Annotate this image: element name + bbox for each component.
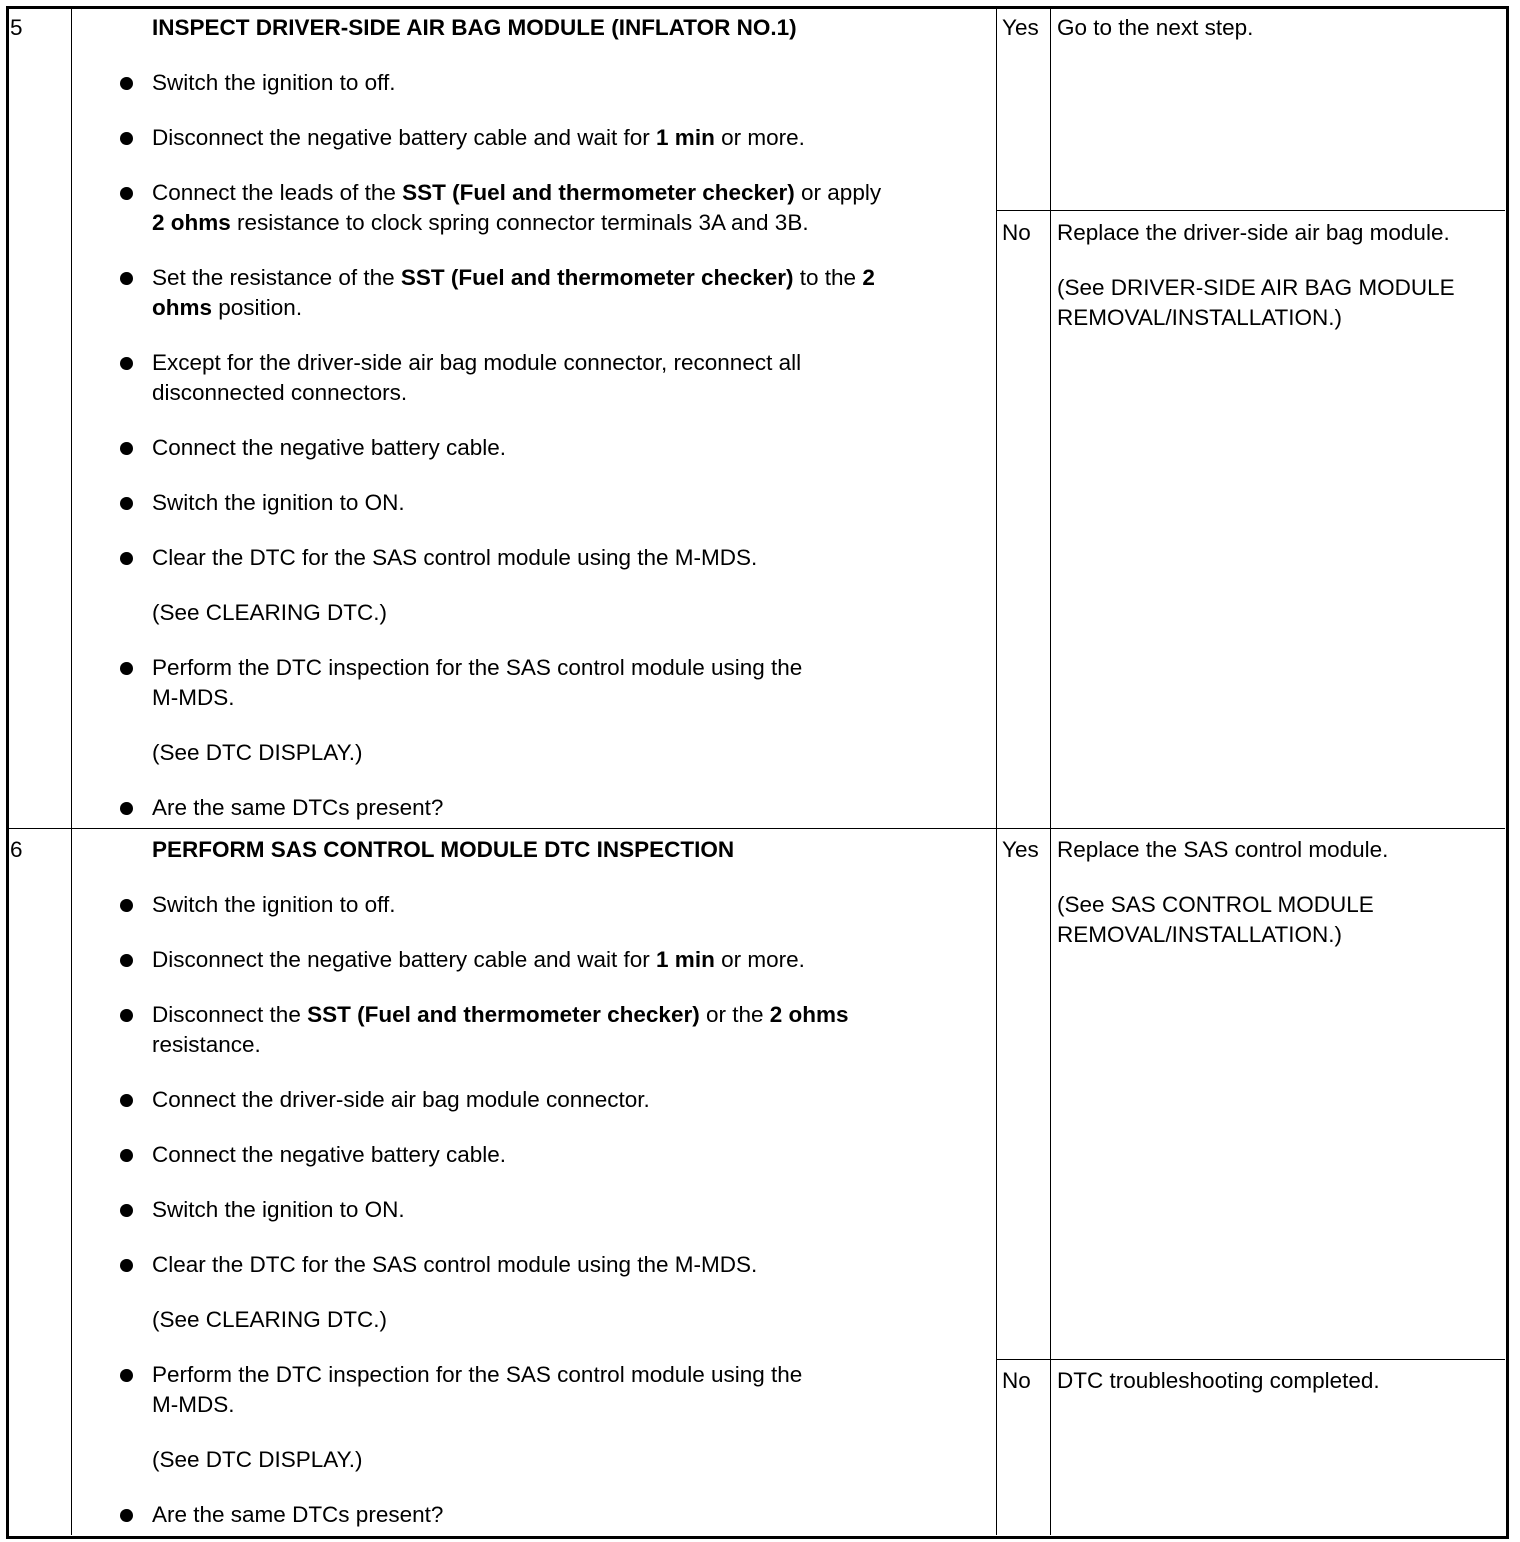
reference-note: (See CLEARING DTC.) bbox=[152, 1307, 388, 1332]
bullet-icon bbox=[120, 132, 133, 145]
no-label: No bbox=[1002, 1368, 1031, 1393]
bullet-icon bbox=[120, 187, 133, 200]
step-item-continued: M-MDS. bbox=[152, 1392, 235, 1417]
step-item-continued: disconnected connectors. bbox=[152, 380, 408, 405]
step-item: Clear the DTC for the SAS control module using the M-MDS. bbox=[152, 545, 758, 570]
no-action-reference: REMOVAL/INSTALLATION.) bbox=[1057, 305, 1343, 330]
step-item: Connect the driver-side air bag module connector. bbox=[152, 1087, 650, 1112]
reference-note: (See CLEARING DTC.) bbox=[152, 600, 388, 625]
bullet-icon bbox=[120, 1009, 133, 1022]
bullet-icon bbox=[120, 899, 133, 912]
step-item: Switch the ignition to ON. bbox=[152, 490, 405, 515]
step-item: Disconnect the negative battery cable and wait for 1 min or more. bbox=[152, 947, 805, 972]
bullet-icon bbox=[120, 662, 133, 675]
step-item-continued: M-MDS. bbox=[152, 685, 235, 710]
step-number: 5 bbox=[10, 15, 23, 40]
no-action: Replace the driver-side air bag module. bbox=[1057, 220, 1450, 245]
yes-label: Yes bbox=[1002, 15, 1039, 40]
bullet-icon bbox=[120, 442, 133, 455]
step-item: Connect the negative battery cable. bbox=[152, 435, 506, 460]
no-action: DTC troubleshooting completed. bbox=[1057, 1368, 1380, 1393]
yes-action-reference: (See SAS CONTROL MODULE bbox=[1057, 892, 1374, 917]
bullet-icon bbox=[120, 802, 133, 815]
step-item: Except for the driver-side air bag module connector, reconnect all bbox=[152, 350, 802, 375]
yes-label: Yes bbox=[1002, 837, 1039, 862]
reference-note: (See DTC DISPLAY.) bbox=[152, 740, 363, 765]
step-item: Switch the ignition to ON. bbox=[152, 1197, 405, 1222]
step-item: Disconnect the SST (Fuel and thermometer checker) or the 2 ohms bbox=[152, 1002, 849, 1027]
step-item: Set the resistance of the SST (Fuel and thermometer checker) to the 2 bbox=[152, 265, 875, 290]
bullet-icon bbox=[120, 1094, 133, 1107]
step-title: INSPECT DRIVER-SIDE AIR BAG MODULE (INFLATOR NO.1) bbox=[152, 15, 797, 40]
bullet-icon bbox=[120, 552, 133, 565]
yes-action: Replace the SAS control module. bbox=[1057, 837, 1389, 862]
bullet-icon bbox=[120, 1204, 133, 1217]
step-item: Switch the ignition to off. bbox=[152, 892, 396, 917]
step-item: Perform the DTC inspection for the SAS control module using the bbox=[152, 655, 803, 680]
step-number: 6 bbox=[10, 837, 23, 862]
column-divider bbox=[1050, 8, 1051, 1535]
bullet-icon bbox=[120, 1509, 133, 1522]
step-item: Clear the DTC for the SAS control module using the M-MDS. bbox=[152, 1252, 758, 1277]
step-item: Connect the negative battery cable. bbox=[152, 1142, 506, 1167]
column-divider bbox=[996, 8, 997, 1535]
step-item: Perform the DTC inspection for the SAS control module using the bbox=[152, 1362, 803, 1387]
step-item: Connect the leads of the SST (Fuel and thermometer checker) or apply bbox=[152, 180, 882, 205]
column-divider bbox=[71, 8, 72, 1535]
step-item: Are the same DTCs present? bbox=[152, 1502, 444, 1527]
step-item: Disconnect the negative battery cable and wait for 1 min or more. bbox=[152, 125, 805, 150]
bullet-icon bbox=[120, 1259, 133, 1272]
bullet-icon bbox=[120, 1369, 133, 1382]
step-item-continued: 2 ohms resistance to clock spring connector terminals 3A and 3B. bbox=[152, 210, 809, 235]
step-item-continued: resistance. bbox=[152, 1032, 261, 1057]
step-title: PERFORM SAS CONTROL MODULE DTC INSPECTION bbox=[152, 837, 735, 862]
yes-action-reference: REMOVAL/INSTALLATION.) bbox=[1057, 922, 1343, 947]
bullet-icon bbox=[120, 77, 133, 90]
bullet-icon bbox=[120, 497, 133, 510]
step-item-continued: ohms position. bbox=[152, 295, 303, 320]
no-action-reference: (See DRIVER-SIDE AIR BAG MODULE bbox=[1057, 275, 1455, 300]
result-divider bbox=[996, 1359, 1505, 1360]
row-divider bbox=[8, 828, 1505, 829]
step-item: Switch the ignition to off. bbox=[152, 70, 396, 95]
bullet-icon bbox=[120, 357, 133, 370]
bullet-icon bbox=[120, 1149, 133, 1162]
bullet-icon bbox=[120, 954, 133, 967]
bullet-icon bbox=[120, 272, 133, 285]
reference-note: (See DTC DISPLAY.) bbox=[152, 1447, 363, 1472]
yes-action: Go to the next step. bbox=[1057, 15, 1254, 40]
result-divider bbox=[996, 210, 1505, 211]
no-label: No bbox=[1002, 220, 1031, 245]
step-item: Are the same DTCs present? bbox=[152, 795, 444, 820]
